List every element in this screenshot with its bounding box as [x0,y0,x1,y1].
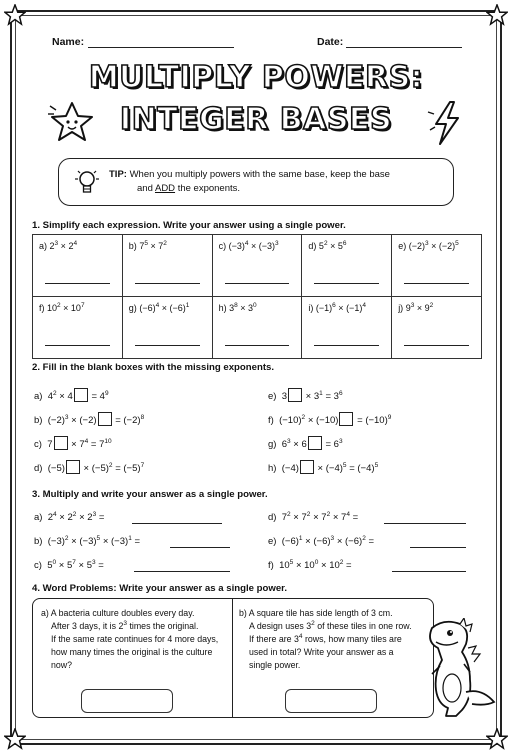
answer-line[interactable] [314,345,379,346]
name-field[interactable] [88,47,234,48]
tip-text [109,168,445,196]
name-label: Name: [52,36,85,48]
wp-a-line4: how many times the original is the culture [51,647,213,657]
tip-text-c: the exponents. [177,183,241,194]
answer-line[interactable] [134,571,230,572]
wp-b-line4: used in total? Write your answer as a [249,647,394,657]
problem-2b: b) $(-2)^3 \times (-2) = (-2)^8$ [34,414,145,426]
corner-star-icon [4,4,26,26]
wp-a-line5: now? [51,660,73,670]
word-problem-a [41,607,227,672]
section-3-title: 3. Multiply and write your answer as a single power. [32,489,268,500]
smiling-star-icon [48,100,96,144]
exponent-box[interactable] [54,436,68,450]
wp-a-line2: After 3 days, it is $2^3$ times the original. [51,620,199,631]
answer-line[interactable] [225,345,290,346]
exponent-box[interactable] [339,412,353,426]
section-4-title: 4. Word Problems: Write your answer as a single power. [32,583,288,594]
answer-line[interactable] [225,283,290,284]
exponent-box[interactable] [74,388,88,402]
corner-star-icon [4,728,26,750]
problem-2h: h) $(-4) \times (-4)^5 = (-4)^5$ [268,462,379,474]
page-title: MULTIPLY POWERS: [88,60,424,95]
answer-line[interactable] [404,345,469,346]
lightbulb-icon [73,168,101,198]
wp-b-line2: A design uses $3^2$ of these tiles in one row. [249,620,412,631]
tip-label: TIP: [109,169,127,180]
word-problem-divider [232,599,233,717]
answer-line[interactable] [45,345,110,346]
problem-1h: h) $3^8 \times 3^0$ [212,297,302,359]
problem-2g: g) $6^3 \times 6 = 6^3$ [268,438,343,450]
section-1-grid [32,234,482,359]
problem-1i: i) $(-1)^6 \times (-1)^4$ [302,297,392,359]
tip-text-b: and [137,183,153,194]
problem-3e: e) $(-6)^1 \times (-6)^3 \times (-6)^2$ = [268,535,375,547]
answer-line[interactable] [314,283,379,284]
exponent-box[interactable] [98,412,112,426]
word-problem-b [239,607,431,672]
date-label: Date: [317,36,344,48]
dinosaur-icon [416,618,502,722]
problem-1f: f) $10^2 \times 10^7$ [33,297,123,359]
section-1-title: 1. Simplify each expression. Write your answer using a single power. [32,220,346,231]
answer-line[interactable] [132,523,222,524]
wp-b-line5: single power. [249,660,301,670]
answer-box-b[interactable] [285,689,377,713]
section-2-title: 2. Fill in the blank boxes with the missing exponents. [32,362,275,373]
wp-b-line3: If there are $3^4$ rows, how many tiles are [249,633,402,644]
problem-2f: f) $(-10)^2 \times (-10) = (-10)^9$ [268,414,392,426]
tip-box [58,158,454,206]
problem-3c: c) $5^0 \times 5^7 \times 5^3$ = [34,559,104,571]
problem-3a: a) $2^4 \times 2^2 \times 2^3$ = [34,511,105,523]
answer-line[interactable] [135,283,200,284]
date-field[interactable] [346,47,462,48]
problem-2d: d) $(-5) \times (-5)^2 = (-5)^7$ [34,462,145,474]
problem-1d: d) $5^2 \times 5^6$ [302,235,392,297]
exponent-box[interactable] [66,460,80,474]
word-problems-box [32,598,434,718]
problem-3f: f) $10^5 \times 10^0 \times 10^2$ = [268,559,352,571]
exponent-box[interactable] [308,436,322,450]
answer-line[interactable] [410,547,466,548]
tip-text-a: When you multiply powers with the same base, keep the base [129,169,390,180]
exponent-box[interactable] [300,460,314,474]
wp-b-line1: b) A square tile has side length of 3 cm. [239,608,393,618]
problem-2e: e) $3 \times 3^1 = 3^6$ [268,390,343,402]
problem-1b: b) $7^5 \times 7^2$ [122,235,212,297]
problem-1g: g) $(-6)^4 \times (-6)^1$ [122,297,212,359]
wp-a-line1: a) A bacteria culture doubles every day. [41,608,195,618]
problem-2a: a) $4^2 \times 4 = 4^9$ [34,390,109,402]
answer-line[interactable] [45,283,110,284]
answer-line[interactable] [135,345,200,346]
lightning-bolt-icon [426,100,466,146]
answer-line[interactable] [384,523,466,524]
corner-star-icon [486,4,508,26]
problem-3d: d) $7^2 \times 7^2 \times 7^2 \times 7^4$ = [268,511,359,523]
page-subtitle: INTEGER BASES [119,102,393,137]
problem-1j: j) $9^3 \times 9^2$ [392,297,482,359]
answer-line[interactable] [404,283,469,284]
problem-1e: e) $(-2)^3 \times (-2)^5$ [392,235,482,297]
problem-1c: c) $(-3)^4 \times (-3)^3$ [212,235,302,297]
problem-2c: c) $7 \times 7^4 = 7^{10}$ [34,438,112,450]
answer-line[interactable] [392,571,466,572]
problem-3b: b) $(-3)^2 \times (-3)^5 \times (-3)^1$ = [34,535,141,547]
answer-box-a[interactable] [81,689,173,713]
tip-text-add: ADD [154,183,176,194]
corner-star-icon [486,728,508,750]
problem-1a: a) $2^3 \times 2^4$ [33,235,123,297]
exponent-box[interactable] [288,388,302,402]
answer-line[interactable] [170,547,230,548]
wp-a-line3: If the same rate continues for 4 more days, [51,634,219,644]
name-date-bar [52,36,462,52]
